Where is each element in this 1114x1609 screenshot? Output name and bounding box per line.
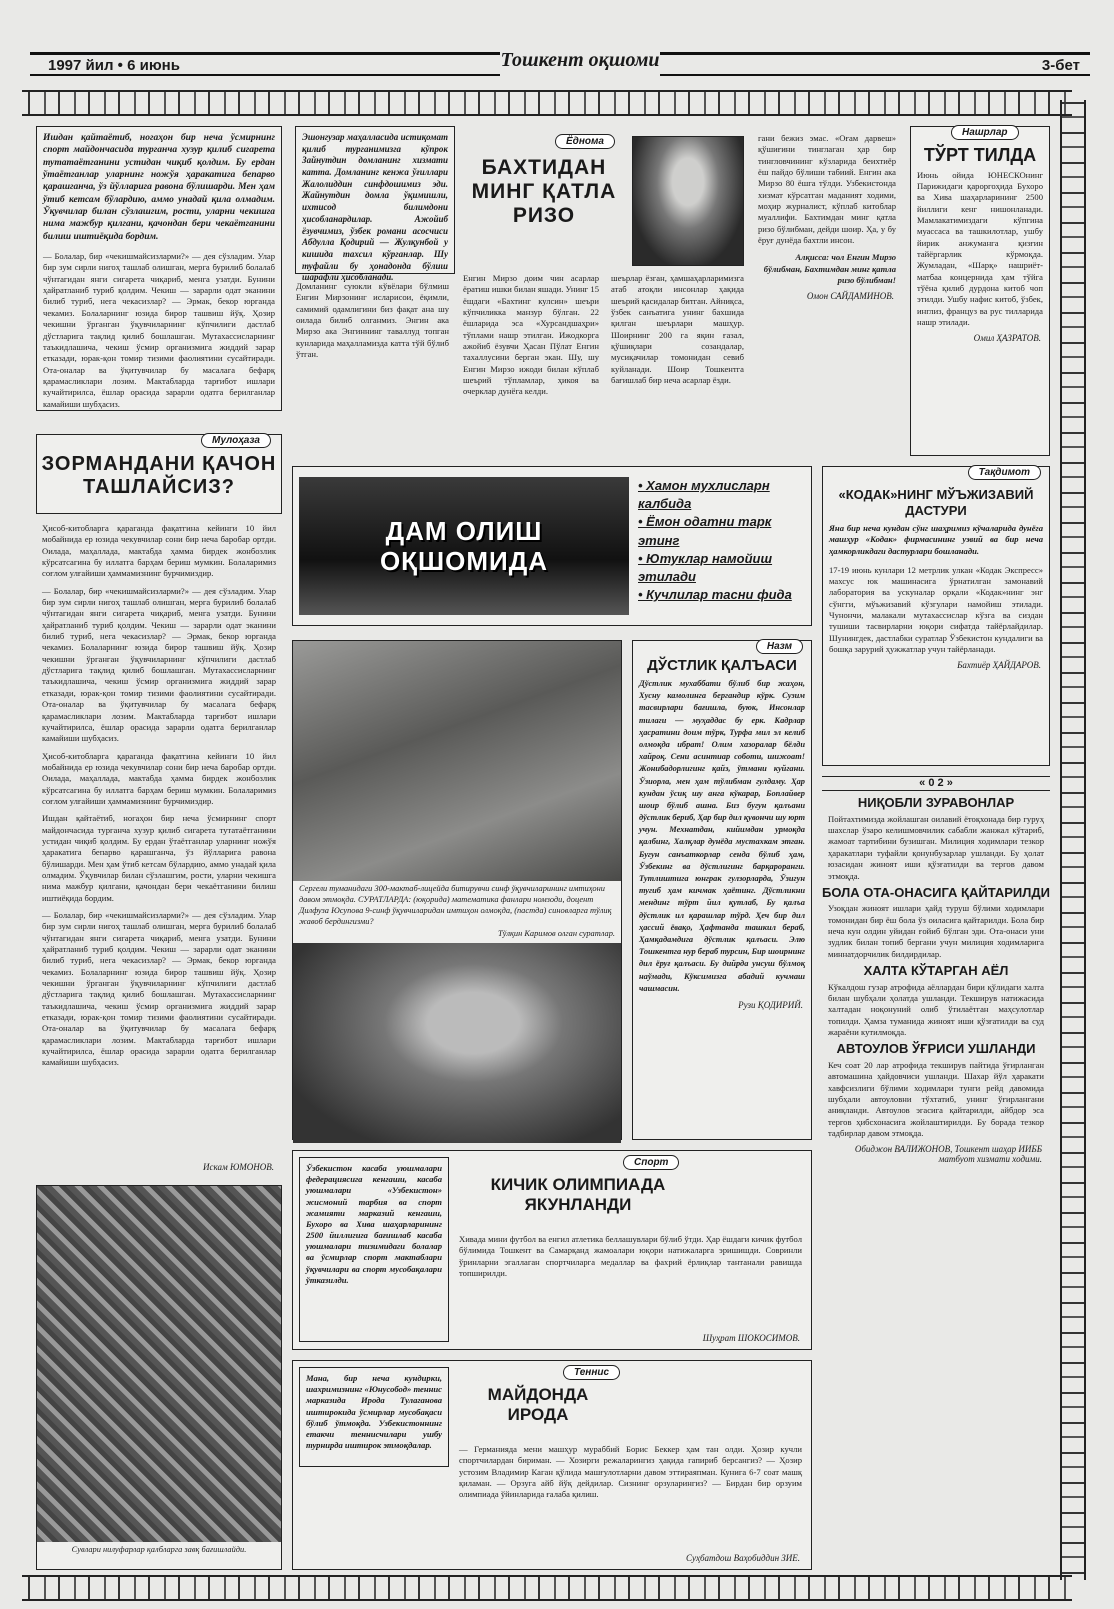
tilda-box: [910, 126, 1050, 456]
police-body-2: Узоқдан жиноят ишлари ҳайд туруш бўлими ходимлари томонидан бир ёш бола ўз оиласига қайтарилди. Бола бир неча кун олдин уйидан ғойиб бўлган эди. Ота-онаси уни зудлик билан топиб бергани учун милиция ходимларига миннатдорчилик билдирдилар.: [828, 903, 1044, 959]
flowers-caption: Сувлари нилуфарлар қалбларга завқ бағишлайди.: [71, 1545, 247, 1554]
police-body-1: Пойтахтимизда жойлашган оилавий ётоқхонада бир гуруҳ шахслар ўзаро келишмовчилик сабабли жанжал кўтариб, жамоат тартибини бузишган. Милиция ходимлари тезкор ҳаракатлари туфайли қонунбузарлар ушланди. Бу ҳолат юзасидан жиноят иши қўзғатилди ва тергов давом этмоқда.: [828, 813, 1044, 881]
poem-signature: Рузи ҚОДИРИЙ.: [738, 999, 803, 1010]
happiness-title-box: [460, 136, 628, 261]
happiness-col3: [752, 130, 902, 455]
tilda-signature: Омил ҲАЗРАТОВ.: [973, 333, 1041, 344]
students-caption: Сергели туманидаги 300-мактаб-лицейда битирувчи синф ўқувчиларининг имтиҳони давом этмоқда. СУРАТЛАРДА: (юқорида) математика фанлари номзоди, доцент Дилфуза Юсупова 9-синф ўқувчиларидан имтиҳон олмоқда, (пастда) синовларга тўлиқ жавоб бердингизми?: [299, 884, 612, 926]
police-title-2: БОЛА ОТА-ОНАСИГА ҚАЙТАРИЛДИ: [822, 884, 1050, 900]
kodak-rubric: Тақдимот: [968, 465, 1041, 480]
kodak-title: «КОДАК»НИНГ МЎЪЖИЗАВИЙ ДАСТУРИ: [838, 487, 1034, 518]
police-title-1: НИҚОБЛИ ЗУРАВОНЛАР: [857, 795, 1015, 811]
tennis-title: МАЙДОНДА ИРОДА: [487, 1385, 589, 1425]
tennis-box: [292, 1360, 812, 1570]
page-number: 3-бет: [1041, 57, 1080, 74]
sport-signature: Шуҳрат ШОКОСИМОВ.: [702, 1333, 800, 1343]
rest-bullet[interactable]: • Хамон мухлисларн калбида: [638, 478, 770, 512]
kodak-body: 17-19 июнь кунлари 12 метрлик улкан «Кодак Экспресс» махсус юк машинасига ўрнатилган замонавий лаборатория ва ускуналар орқали «Кодак»нинг энг сўнгги, мўъжизавий кўзгулари намойиш этилади. Чунончи, малакали мутахассислар кўзга ва сиздан тушиши тасвирларни юқори сифатда тайёрлайдилар. Шунингдек, дастлабки суратлар Ўзбекистон кундалиги ва бошқа зарурий ҳужжатлар учун тайёрланади.: [829, 564, 1043, 655]
smoking-rubric: Мулоҳаза: [201, 433, 271, 448]
newspaper-logo: Тошкент оқшоми: [500, 49, 660, 77]
kodak-signature: Бахтиёр ҲАЙДАРОВ.: [957, 660, 1041, 671]
neighborhood-lead: Эшонгузар маҳалласида истиқомат қилиб турганимизга кўпрок Зайнутдин домланинг хизмати катта. Домланинг кенжа ўғиллари Жалолиддин синфдошимиз эди. Жайнутдин домла ўқимишли, ихтисод билимдони ҳисобланардилар. Ажойиб ёзувчимиз, ўзбек романи асосчиси Абдулла Қодирий — Жулқунбой у кишида тахсил кўрганлар. Шу туфайли бу ҳонадонда бўлиш шарафли ҳисобланади.: [302, 132, 448, 283]
police-title-3: ХАЛТА КЎТАРГАН АЁЛ: [863, 963, 1009, 979]
happiness-signature: Омон САЙДАМИНОВ.: [806, 291, 894, 302]
sport-lead-box: [299, 1157, 449, 1342]
sport-body: Хивада мини футбол ва енгил атлетика беллашувлари бўлиб ўтди. Ҳар ёшдаги кичик футбол бўлимида Тошкент ва Самарқанд жамоалари юқори натижаларга эришишди. Совринли ўринларни эгаллаган спортчиларга медаллар ва фахрий ёрлиқлар тантанали равишда топширилди.: [459, 1234, 802, 1279]
rest-banner: [299, 477, 629, 615]
happiness-col2: [605, 270, 750, 455]
rest-title: ДАМ ОЛИШ ОҚШОМИДА: [379, 516, 549, 576]
police-body-4: Кеч соат 20 лар атрофида текширув пайтида ўғирланган автомашина ҳайдовчиси ушланди. Шахар йўл ҳаракати хавфсизлиги бўлими ходимлари тунги рейд давомида шубҳали автоуловни тўхтатиб, унинг ўғирлангани аниқланди. Автоулов эгасига қайтарилди, айбдор эса тергов ҳибсхонасига жойлаштирилди. Бу борада тезкор тадбирлар давом этмоқда.: [828, 1060, 1044, 1139]
happiness-col3-text: гани бежиз эмас. «Оғам дарвеш» қўшиғини тинглаган ҳар бир тингловчининг кўзларида беихтиёр ёш пайдо бўлиши табиий. Енгин ака Мирзо 80 ёшга тўлди. Узбекистонда хизмат кўрсатган маданият ходими, моҳир журналист, кўплаб китоблар муаллифи. Бахтимдан минг қатла ризо бўлибман, дейди шоир. Ҳа, у бу ёруғ дунёда бахтли инсон.: [758, 133, 896, 246]
smoking-lead: Ишдан қайтаётиб, ногаҳон бир неча ўсмирнинг спорт майдончасида турганча хузур қилиб сигарета тутатаётганини устидан чиқиб қолдим. Бу ердан ўтаётганлар уларнинг ножўя ҳаракатига бепарво қарашганча, ўз йўлларига равона бўлишарди. Мен ҳам ўтиб кетсам бўлардию, аммо унадай қила олмадим. Ўқувчилар билан сўзлашгим, рости, уларни чекишга нима мажбур қилгани, қачондан бери чекаётганини билиш иштиёқида бордим.: [43, 133, 275, 242]
happiness-col1: [457, 270, 605, 455]
rest-bullet[interactable]: • Ёмон одатни тарк этинг: [638, 514, 772, 548]
smoking-body: — Болалар, бир «чекишмайсизларми?» — дея сўзладим. Улар бир зум сирли нигоҳ ташлаб олишган, мерга бурилиб болалаб чўнтагидан янги сигарета чиқариб, менга узатди. Бунини ҳайратланиб туриб қолдим. Чекиш — зарарли одат эканини билиб туриб, нега чекасизлар? — Эрмак, бекор юрганда чекамиз. Болаларнинг юзида бирор ташвиш йўқ. Ҳозир чекишни ўрганган ўқувчиларнинг кўпчилиги дастлаб дўстларига тақлид қилиб бошлашган. Мутахассисларнинг таъкидлашича, чекиш ўсмир организмига жиддий зарар етказади, юрак-қон томир тизими фаолиятини сусайтиради. Ота-оналар ва ўқитувчилар бу масалага бефарқ қарамасликлари лозим. Мактабларда тарғибот ишлари кучайтирилса, ёшлар орасида зарарли одатга берилганлар камайиши шубҳасиз.: [43, 251, 275, 409]
poem-lines: Дўстлик мухаббати бўлиб бир жаҳон, Хусну камолинга бергандир кўрк. Сузим тасвирлари бағишла, буюк, Инсонлар тилаги — муҳаддас бу ерк. Кадрлар ҳасратини доим тўрк, Турфа мил эл келиб олмоқда ибрат! Олим хазоралар бёлди хайроқ. Сени асинтиар соботи, шижоат! Жонибадорлигинг қайз, ўтмани куйгани. Ўзиорла, мен ҳам тўлибман гулдаму. Ҳар кундан ўсиқ шу анга кўкарар, Боплайвер шоир бўлиб ашна. Биз бугун қалъани дўстлик бериб, Ҳар бир дил қувончи шу юрт учун. Мехнатдан, кийимдан урмоқда қалбинг, Халқлар дунёда мустахкам этган. Бугун санъаткорлар сенда бўлиб ҳам, Ўзбекинг ва дўстлигинг барқароранги. Тутлиштига юнграк гулзорларда, Ўзигун тугиб ҳам кичмак ҳаётинг. Дўстликни мендинг тўрт йил қутлаб, Бу қалъа дўстлик ил қарашлар тўрд. Ҳеч бир дил ҳассий ёвақо, Ҳафтанда ташкил бераб, Ҳамқадамдига дўстлик қалъаси. Элю Тошкентга нур бераб турсин, Бир шоирнинг дил ёруғ қалъаси. Бу дийрда унсуш бўлмоқ наўмади, Кўксимизга абадий кучмаш чашмасин.: [639, 679, 805, 993]
sport-lead: Ўзбекистон касаба уюшмалари федерациясига кенгаши, касаба уюшмалари «Узбекистон» жисмоний тарбия ва спорт жамияти марказий кенгаши, Бухоро ва Хива шаҳарларининг 2500 йиллигига бағишлаб касаба уюшмалари тизимидаги болалар ва ўсмирлар спорт мактаблари ўқувчилари ва спорт мусобақалари ўтказилди.: [306, 1163, 442, 1285]
police-body-3: Кўкалдош гузар атрофида аёллардан бири қўлидаги халта билан шубҳали ҳолатда ушланди. Текширув натижасида халтадан ноқонуний олиб ўтилаётган маҳсулотлар топилди. Ҳамза туманида жиноят иши қўзғатилди ва суд жараёни кутилмоқда.: [828, 981, 1044, 1038]
poet-portrait: [632, 136, 744, 266]
neighborhood-body-box: [290, 278, 455, 453]
smoking-title-box: [36, 434, 282, 514]
kodak-box: [822, 466, 1050, 766]
ornament-border-bottom: [22, 1575, 1072, 1601]
smoking-body6: — Болалар, бир «чекишмайсизларми?» — дея сўзладим. Улар бир зум сирли нигоҳ ташлаб олишган, мерга бурилиб болалаб чўнтагидан янги сигарета чиқариб, менга узатди. Бунини ҳайратланиб туриб қолдим. Чекиш — зарарли одат эканини билиб туриб, нега чекасизлар? — Эрмак, бекор юрганда чекамиз. Болаларнинг юзида бирор ташвиш йўқ. Ҳозир чекишни ўрганган ўқувчиларнинг кўпчилиги дастлаб дўстларига тақлид қилиб бошлашган. Мутахассисларнинг таъкидлашича, чекиш ўсмир организмига жиддий зарар етказади, юрак-қон томир тизими фаолиятини сусайтиради. Ота-оналар ва ўқитувчилар бу масалага бефарқ қарамасликлари лозим. Мактабларда тарғибот ишлари кучайтирилса, ёшлар орасида зарарли одатга берилганлар камайиши шубҳасиз.: [42, 910, 276, 1068]
happiness-title: БАХТИДАН МИНГ ҚАТЛА РИЗО: [471, 156, 617, 228]
happiness-rubric: Ёдномa: [555, 134, 615, 149]
tilda-body: Июнь ойида ЮНЕСКОнинг Парижидаги қароргоҳида Бухоро ва Хива шаҳарларининг 2500 йиллиги кенг нишонланади. Мамлакатимиздаги кўпгина муассаса ва ташкилотлар, ушбу йирик анжуманга қизғин тайёргарлик кўрмоқда. Жумладан, «Шарқ» нашриёт-матбаа концернида ҳам тўйга тўёна қилиб дурдона китоб чоп этилди. Ушбу нафис китоб, ўзбек, инглиз, француз ва рус тилларида нашр этилади.: [917, 169, 1043, 328]
students-photo-box: [292, 640, 622, 1140]
smoking-intro: [36, 126, 282, 411]
tennis-rubric: Теннис: [563, 1365, 620, 1380]
smoking-body3: — Болалар, бир «чекишмайсизларми?» — дея сўзладим. Улар бир зум сирли нигоҳ ташлаб олишган, мерга бурилиб болалаб чўнтагидан янги сигарета чиқариб, менга узатди. Бунини ҳайратланиб туриб қолдим. Чекиш — зарарли одат эканини билиб туриб, нега чекасизлар? — Эрмак, бекор юрганда чекамиз. Болаларнинг юзида бирор ташвиш йўқ. Ҳозир чекишни ўрганган ўқувчиларнинг кўпчилиги дастлаб дўстларига тақлид қилиб бошлашган. Мутахассисларнинг таъкидлашича, чекиш ўсмир организмига жиддий зарар етказади, юрак-қон томир тизими фаолиятини сусайтиради. Ота-оналар ва ўқитувчилар бу масалага бефарқ қарамасликлари лозим. Мактабларда тарғибот ишлари кучайтирилса, ёшлар орасида зарарли одатга берилганлар камайиши шубҳасиз.: [42, 585, 276, 744]
student-exam-photo: [293, 943, 621, 1143]
tennis-signature: Суҳбатдош Ваҳобиддин ЗИЕ.: [685, 1553, 800, 1563]
police-column: [822, 776, 1050, 1566]
classroom-photo: [293, 641, 621, 881]
sport-box: [292, 1150, 812, 1350]
happiness-col2-text: шеърлар ёзган, ҳамшаҳарларимизга атаб атоқли инсонлар ҳақида шеърий қасидалар битган. Айниқса, ўзбек санъатига унинг бахшида қилган шеърлари машҳур. Шоирнинг 200 га яқин ғазал, қўшиқлари созандалар, мусиқачилар томонидан севиб куйланади. Шоир Тошкентга бағишлаб бир неча асарлар ёзди.: [611, 273, 744, 386]
tilda-rubric: Нашрлар: [951, 125, 1019, 140]
poem-box: [632, 640, 812, 1140]
rest-bullet[interactable]: • Кучлилар тасни фида: [638, 587, 792, 603]
rest-bullets: [638, 477, 808, 617]
neighborhood-body: Домланинг суюкли кўвёлари бўлмиш Енгин Мирзонинг исларисои, ёқимли, самимий одамлигини биз фақат ана шу оилада билиб олганмиз. Энгин ака Мирзо ака Энгиннинг таваллуд топган кунларида маҳалламизда катта тўй бўлиб ўтган.: [296, 281, 449, 360]
tennis-lead: Мана, бир неча кундирки, шахримизнинг «Юнусобод» теннис марказида Ирода Тулаганова иштирокида ўсмирлар мусобақаси бўлиб ўтмоқда. Узбекистоннинг етакчи теннисчилари ушбу турнирда иштирок этмоқдалар.: [306, 1373, 442, 1451]
smoking-signature: Искам ЮМОНОВ.: [202, 1162, 274, 1172]
ornament-border-right: [1060, 100, 1086, 1580]
rest-box: [292, 466, 812, 626]
ornament-border-top: [22, 90, 1072, 116]
students-credit: Тўлқин Каримов олган суратлар.: [497, 929, 615, 938]
police-signature: Обиджон ВАЛИЖОНОВ, Тошкент шаҳар ИИББ матбуот хизмати ходими.: [854, 1144, 1042, 1165]
poem-title: ДЎСТЛИК ҚАЛЪАСИ: [647, 657, 797, 674]
tennis-lead-box: [299, 1367, 449, 1467]
police-badge: « 0 2 »: [822, 776, 1050, 791]
masthead: [30, 49, 1090, 76]
tilda-title: ТЎРТ ТИЛДА: [923, 145, 1037, 165]
kodak-lead: Яна бир неча кундан сўнг шаҳримиз кўчаларида дунёга машҳур «Кодак» фирмасининг узвий ва бир неча ҳамкорликдаги дастурлари бошланади.: [829, 523, 1043, 556]
flowers-box: [36, 1185, 282, 1570]
poem-rubric: Назм: [756, 639, 803, 654]
smoking-title: ЗОРМАНДАНИ ҚАЧОН ТАШЛАЙСИЗ?: [41, 453, 277, 498]
smoking-body4: Ҳисоб-китобларга қараганда фақатгина кейинги 10 йил мобайнида ер юзида чекувчилар сони бир неча баробар ортди. Оилада, маҳаллада, мактабда ҳамма бирдек жонбозлик кўрсатсагина бу иллатга барҳам бериш мумкин. Болаларимиз соғлом улғайиши ҳаммамизнинг бурчимиздир.: [42, 750, 276, 806]
police-title-4: АВТОУЛОВ ЎҒРИСИ УШЛАНДИ: [836, 1041, 1036, 1057]
tennis-body: — Германияда мени машҳур мураббий Борис Беккер ҳам тан олди. Ҳозир кучли спортчилардан бириман. — Хозирги режаларингиз ҳақида гапириб берсангиз? — Ҳозир устозим Владимир Каган қўлида машғулотларни давом эттираяпман. Кунига 6-7 соат машқ қиламан. — Орзуга айб йўқ дейдилар. Сизнинг орзуларингиз? — Бирдан бир орзуим олимпиада ўйинларида ғалаба қилиш.: [459, 1444, 802, 1500]
rest-bullet[interactable]: • Ютуклар намойиш этилади: [638, 550, 773, 584]
smoking-body5: Ишдан қайтаётиб, ногаҳон бир неча ўсмирнинг спорт майдончасида турганча хузур қилиб сигарета тутатаётганини устидан чиқиб қолдим. Бу ердан ўтаётганлар уларнинг ножўя ҳаракатига бепарво қарашганча, ўз йўлларига равона бўлишарди. Мен ҳам ўтиб кетсам бўлардию, аммо унадай қила олмадим. Ўқувчилар билан сўзлашгим, рости, уларни чекишга нима мажбур қилгани, қачондан бери чекаётганини билиш иштиёқида бордим.: [42, 813, 276, 903]
sport-title: КИЧИК ОЛИМПИАДА ЯКУНЛАНДИ: [490, 1175, 666, 1215]
happiness-quote: Алқисса: чол Енгин Мирзо бўлибман, Бахтимдан минг қатла ризо бўлибман!: [763, 252, 896, 286]
issue-date: 1997 йил • 6 июнь: [48, 57, 180, 74]
neighborhood-lead-box: [295, 126, 455, 283]
sport-rubric: Спорт: [623, 1155, 679, 1170]
smoking-article: [36, 520, 282, 1180]
flowers-photo: [37, 1186, 281, 1542]
happiness-col1-text: Енгин Мирзо доим чин асарлар ёратиш ишки билан яшади. Унинг 15 ёшдаги «Бахтинг кулсин» шеъри кўпчиликка манзур бўлган. 22 ёшларида эса «Хурсандшаҳри» тўплами нашр этилган. Ижодкорга ажойиб ёзувчи Ҳасан Пўлат Енгин тахаллусини берган экан. Шу, шу Енгин Мирзо ижоди билан кўплаб шеърий тўпламлар, ҳикоя ва очерклар дунёга келди.: [463, 273, 599, 397]
smoking-body2: Ҳисоб-китобларга қараганда фақатгина кейинги 10 йил мобайнида ер юзида чекувчилар сони бир неча баробар ортди. Оилада, маҳаллада, мактабда ҳамма бирдек жонбозлик кўрсатсагина бу иллатга барҳам бериш мумкин. Болаларимиз соғлом улғайиши ҳаммамизнинг бурчимиздир.: [42, 523, 276, 579]
